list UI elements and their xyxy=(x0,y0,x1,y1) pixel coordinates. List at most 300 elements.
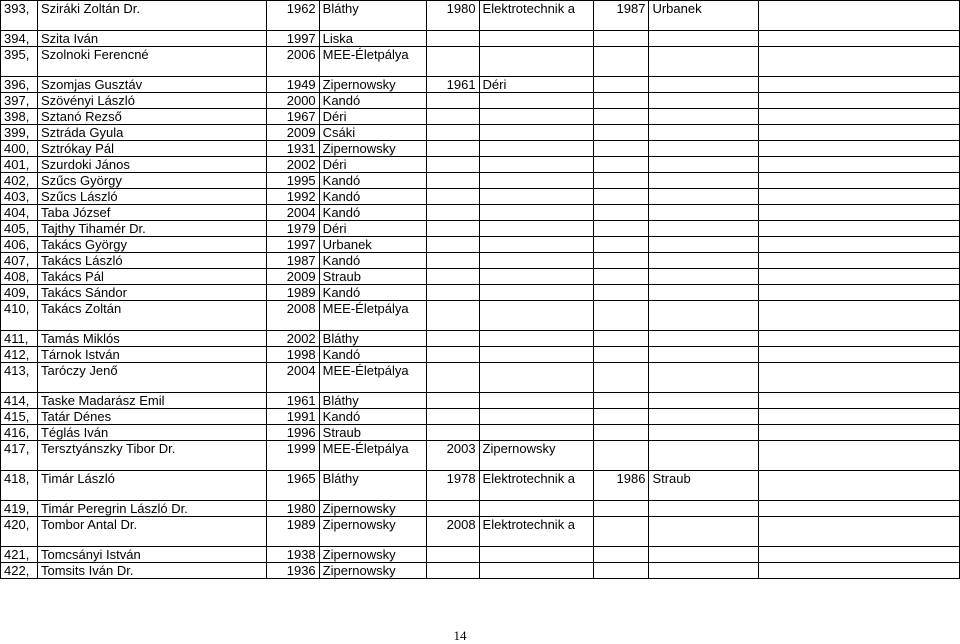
empty-cell xyxy=(759,409,960,425)
table-row xyxy=(1,301,960,331)
name-cell: Timár László xyxy=(37,471,266,501)
year1-cell: 1991 xyxy=(266,409,319,425)
row-number-cell: 394, xyxy=(1,31,38,47)
year1-cell: 1965 xyxy=(266,471,319,501)
empty-cell xyxy=(759,563,960,579)
table-row xyxy=(1,205,960,221)
prize2-cell xyxy=(479,393,594,409)
prize2-cell: Déri xyxy=(479,77,594,93)
prize1-cell: Déri xyxy=(319,157,426,173)
table-row xyxy=(1,517,960,547)
prize3-cell xyxy=(649,125,759,141)
prize1-cell: Zipernowsky xyxy=(319,547,426,563)
prize3-cell xyxy=(649,77,759,93)
prize2-cell: Elektrotechnik a xyxy=(479,471,594,501)
name-cell: Tárnok István xyxy=(37,347,266,363)
empty-cell xyxy=(759,517,960,547)
prize3-cell xyxy=(649,157,759,173)
name-cell: Sziráki Zoltán Dr. xyxy=(37,1,266,31)
prize2-cell: Zipernowsky xyxy=(479,441,594,471)
name-cell: Szövényi László xyxy=(37,93,266,109)
prize1-cell: Zipernowsky xyxy=(319,141,426,157)
row-number-cell: 403, xyxy=(1,189,38,205)
prize1-cell: Csáki xyxy=(319,125,426,141)
prize2-cell xyxy=(479,47,594,77)
year3-cell xyxy=(594,253,649,269)
year1-cell: 2004 xyxy=(266,363,319,393)
empty-cell xyxy=(759,157,960,173)
prize3-cell xyxy=(649,189,759,205)
table-row xyxy=(1,409,960,425)
year3-cell xyxy=(594,221,649,237)
prize3-cell xyxy=(649,409,759,425)
prize3-cell xyxy=(649,547,759,563)
prize3-cell: Straub xyxy=(649,471,759,501)
table-row xyxy=(1,285,960,301)
table-row xyxy=(1,253,960,269)
name-cell: Szurdoki János xyxy=(37,157,266,173)
empty-cell xyxy=(759,173,960,189)
table-row xyxy=(1,109,960,125)
row-number-cell: 414, xyxy=(1,393,38,409)
year2-cell xyxy=(426,205,479,221)
empty-cell xyxy=(759,471,960,501)
year2-cell xyxy=(426,125,479,141)
year1-cell: 1997 xyxy=(266,237,319,253)
year3-cell xyxy=(594,501,649,517)
prize3-cell xyxy=(649,331,759,347)
name-cell: Tajthy Tihamér Dr. xyxy=(37,221,266,237)
empty-cell xyxy=(759,253,960,269)
name-cell: Takács György xyxy=(37,237,266,253)
table-row xyxy=(1,77,960,93)
name-cell: Takács Pál xyxy=(37,269,266,285)
prize1-cell: Zipernowsky xyxy=(319,563,426,579)
prize1-cell: MEE-Életpálya xyxy=(319,363,426,393)
year1-cell: 1989 xyxy=(266,285,319,301)
year2-cell xyxy=(426,393,479,409)
prize2-cell xyxy=(479,157,594,173)
year2-cell xyxy=(426,237,479,253)
year2-cell xyxy=(426,93,479,109)
name-cell: Szűcs László xyxy=(37,189,266,205)
year3-cell xyxy=(594,77,649,93)
year3-cell: 1987 xyxy=(594,1,649,31)
prize3-cell xyxy=(649,141,759,157)
table-row xyxy=(1,1,960,31)
year1-cell: 2009 xyxy=(266,125,319,141)
name-cell: Tersztyánszky Tibor Dr. xyxy=(37,441,266,471)
year3-cell xyxy=(594,563,649,579)
year2-cell xyxy=(426,47,479,77)
prize2-cell xyxy=(479,221,594,237)
year1-cell: 1999 xyxy=(266,441,319,471)
prize1-cell: MEE-Életpálya xyxy=(319,47,426,77)
year1-cell: 1961 xyxy=(266,393,319,409)
year3-cell xyxy=(594,109,649,125)
empty-cell xyxy=(759,237,960,253)
year3-cell xyxy=(594,47,649,77)
prize1-cell: Kandó xyxy=(319,347,426,363)
prize1-cell: Kandó xyxy=(319,93,426,109)
prize2-cell xyxy=(479,253,594,269)
row-number-cell: 404, xyxy=(1,205,38,221)
year2-cell: 2003 xyxy=(426,441,479,471)
empty-cell xyxy=(759,547,960,563)
year2-cell xyxy=(426,173,479,189)
prize3-cell xyxy=(649,285,759,301)
year1-cell: 1931 xyxy=(266,141,319,157)
year1-cell: 1979 xyxy=(266,221,319,237)
year3-cell xyxy=(594,409,649,425)
empty-cell xyxy=(759,205,960,221)
row-number-cell: 412, xyxy=(1,347,38,363)
row-number-cell: 415, xyxy=(1,409,38,425)
prize3-cell xyxy=(649,347,759,363)
table-row xyxy=(1,157,960,173)
prize2-cell xyxy=(479,425,594,441)
row-number-cell: 401, xyxy=(1,157,38,173)
prize3-cell xyxy=(649,517,759,547)
prize1-cell: Kandó xyxy=(319,173,426,189)
table-row xyxy=(1,237,960,253)
empty-cell xyxy=(759,189,960,205)
prize1-cell: Kandó xyxy=(319,189,426,205)
prize3-cell xyxy=(649,563,759,579)
name-cell: Tomsits Iván Dr. xyxy=(37,563,266,579)
year1-cell: 1980 xyxy=(266,501,319,517)
prize2-cell xyxy=(479,31,594,47)
prize3-cell xyxy=(649,441,759,471)
table-row xyxy=(1,31,960,47)
prize3-cell xyxy=(649,237,759,253)
year3-cell xyxy=(594,425,649,441)
prize1-cell: Kandó xyxy=(319,205,426,221)
year1-cell: 1992 xyxy=(266,189,319,205)
year1-cell: 1996 xyxy=(266,425,319,441)
year1-cell: 2000 xyxy=(266,93,319,109)
empty-cell xyxy=(759,301,960,331)
row-number-cell: 400, xyxy=(1,141,38,157)
year2-cell: 1978 xyxy=(426,471,479,501)
year2-cell xyxy=(426,221,479,237)
empty-cell xyxy=(759,125,960,141)
name-cell: Tomcsányi István xyxy=(37,547,266,563)
year2-cell xyxy=(426,409,479,425)
year1-cell: 1998 xyxy=(266,347,319,363)
year3-cell xyxy=(594,237,649,253)
table-row xyxy=(1,331,960,347)
table-row xyxy=(1,347,960,363)
empty-cell xyxy=(759,109,960,125)
table-row xyxy=(1,425,960,441)
year3-cell xyxy=(594,205,649,221)
prize2-cell xyxy=(479,563,594,579)
year2-cell xyxy=(426,109,479,125)
prize1-cell: Déri xyxy=(319,221,426,237)
year1-cell: 1949 xyxy=(266,77,319,93)
empty-cell xyxy=(759,31,960,47)
row-number-cell: 397, xyxy=(1,93,38,109)
year3-cell xyxy=(594,285,649,301)
year1-cell: 1938 xyxy=(266,547,319,563)
empty-cell xyxy=(759,285,960,301)
name-cell: Téglás Iván xyxy=(37,425,266,441)
year2-cell xyxy=(426,31,479,47)
empty-cell xyxy=(759,347,960,363)
year3-cell xyxy=(594,269,649,285)
year2-cell xyxy=(426,253,479,269)
empty-cell xyxy=(759,93,960,109)
prize2-cell xyxy=(479,173,594,189)
row-number-cell: 411, xyxy=(1,331,38,347)
row-number-cell: 399, xyxy=(1,125,38,141)
empty-cell xyxy=(759,331,960,347)
prize2-cell xyxy=(479,301,594,331)
name-cell: Szomjas Gusztáv xyxy=(37,77,266,93)
name-cell: Sztanó Rezső xyxy=(37,109,266,125)
year3-cell: 1986 xyxy=(594,471,649,501)
year2-cell: 1980 xyxy=(426,1,479,31)
year3-cell xyxy=(594,31,649,47)
table-row xyxy=(1,173,960,189)
prize2-cell xyxy=(479,189,594,205)
year1-cell: 1962 xyxy=(266,1,319,31)
year1-cell: 1995 xyxy=(266,173,319,189)
prize1-cell: Bláthy xyxy=(319,331,426,347)
table-body xyxy=(1,1,960,579)
name-cell: Taba József xyxy=(37,205,266,221)
prize1-cell: Urbanek xyxy=(319,237,426,253)
name-cell: Tamás Miklós xyxy=(37,331,266,347)
year2-cell: 1961 xyxy=(426,77,479,93)
name-cell: Tatár Dénes xyxy=(37,409,266,425)
table-row xyxy=(1,189,960,205)
year3-cell xyxy=(594,157,649,173)
empty-cell xyxy=(759,77,960,93)
row-number-cell: 398, xyxy=(1,109,38,125)
row-number-cell: 406, xyxy=(1,237,38,253)
table-row xyxy=(1,47,960,77)
prize1-cell: Kandó xyxy=(319,409,426,425)
prize3-cell xyxy=(649,221,759,237)
prize1-cell: Bláthy xyxy=(319,393,426,409)
prize1-cell: Kandó xyxy=(319,253,426,269)
year1-cell: 2006 xyxy=(266,47,319,77)
year3-cell xyxy=(594,547,649,563)
prize2-cell xyxy=(479,93,594,109)
row-number-cell: 418, xyxy=(1,471,38,501)
year2-cell xyxy=(426,301,479,331)
year2-cell xyxy=(426,547,479,563)
name-cell: Tombor Antal Dr. xyxy=(37,517,266,547)
prize1-cell: MEE-Életpálya xyxy=(319,441,426,471)
year3-cell xyxy=(594,173,649,189)
prize1-cell: Liska xyxy=(319,31,426,47)
row-number-cell: 409, xyxy=(1,285,38,301)
year1-cell: 1989 xyxy=(266,517,319,547)
table-row xyxy=(1,471,960,501)
row-number-cell: 421, xyxy=(1,547,38,563)
prize3-cell xyxy=(649,363,759,393)
year3-cell xyxy=(594,125,649,141)
year2-cell xyxy=(426,189,479,205)
year2-cell xyxy=(426,363,479,393)
year1-cell: 1967 xyxy=(266,109,319,125)
prize1-cell: Zipernowsky xyxy=(319,517,426,547)
year3-cell xyxy=(594,189,649,205)
table-row xyxy=(1,393,960,409)
row-number-cell: 393, xyxy=(1,1,38,31)
prize2-cell xyxy=(479,269,594,285)
prize3-cell xyxy=(649,109,759,125)
year2-cell xyxy=(426,269,479,285)
prize3-cell xyxy=(649,393,759,409)
prize3-cell xyxy=(649,501,759,517)
name-cell: Szita Iván xyxy=(37,31,266,47)
row-number-cell: 417, xyxy=(1,441,38,471)
year2-cell xyxy=(426,563,479,579)
name-cell: Takács Sándor xyxy=(37,285,266,301)
name-cell: Taske Madarász Emil xyxy=(37,393,266,409)
page-number: 14 xyxy=(453,628,467,643)
prize1-cell: Bláthy xyxy=(319,471,426,501)
row-number-cell: 408, xyxy=(1,269,38,285)
year2-cell xyxy=(426,501,479,517)
year1-cell: 1997 xyxy=(266,31,319,47)
empty-cell xyxy=(759,363,960,393)
prize2-cell xyxy=(479,547,594,563)
prize1-cell: Déri xyxy=(319,109,426,125)
row-number-cell: 407, xyxy=(1,253,38,269)
prize3-cell xyxy=(649,93,759,109)
table-row xyxy=(1,141,960,157)
prize1-cell: MEE-Életpálya xyxy=(319,301,426,331)
prize3-cell xyxy=(649,425,759,441)
year3-cell xyxy=(594,331,649,347)
table-row xyxy=(1,125,960,141)
prize2-cell xyxy=(479,409,594,425)
row-number-cell: 396, xyxy=(1,77,38,93)
table-row xyxy=(1,363,960,393)
row-number-cell: 395, xyxy=(1,47,38,77)
table-row xyxy=(1,547,960,563)
row-number-cell: 402, xyxy=(1,173,38,189)
year1-cell: 1936 xyxy=(266,563,319,579)
prize1-cell: Zipernowsky xyxy=(319,77,426,93)
year1-cell: 2004 xyxy=(266,205,319,221)
row-number-cell: 405, xyxy=(1,221,38,237)
prize1-cell: Zipernowsky xyxy=(319,501,426,517)
prize1-cell: Kandó xyxy=(319,285,426,301)
table-row xyxy=(1,501,960,517)
table-row xyxy=(1,221,960,237)
year3-cell xyxy=(594,347,649,363)
table-row xyxy=(1,563,960,579)
year2-cell xyxy=(426,425,479,441)
prize3-cell xyxy=(649,253,759,269)
year3-cell xyxy=(594,301,649,331)
row-number-cell: 413, xyxy=(1,363,38,393)
name-cell: Szűcs György xyxy=(37,173,266,189)
row-number-cell: 410, xyxy=(1,301,38,331)
prize2-cell xyxy=(479,109,594,125)
prize1-cell: Straub xyxy=(319,269,426,285)
prize3-cell xyxy=(649,301,759,331)
name-cell: Takács László xyxy=(37,253,266,269)
year3-cell xyxy=(594,517,649,547)
year2-cell xyxy=(426,141,479,157)
name-cell: Taróczy Jenő xyxy=(37,363,266,393)
prize2-cell xyxy=(479,285,594,301)
year3-cell xyxy=(594,393,649,409)
year3-cell xyxy=(594,441,649,471)
empty-cell xyxy=(759,141,960,157)
prize2-cell xyxy=(479,331,594,347)
year2-cell xyxy=(426,347,479,363)
prize3-cell xyxy=(649,269,759,285)
empty-cell xyxy=(759,269,960,285)
year3-cell xyxy=(594,141,649,157)
prize2-cell: Elektrotechnik a xyxy=(479,1,594,31)
table-row xyxy=(1,441,960,471)
row-number-cell: 422, xyxy=(1,563,38,579)
empty-cell xyxy=(759,393,960,409)
name-cell: Sztrókay Pál xyxy=(37,141,266,157)
prize1-cell: Straub xyxy=(319,425,426,441)
prize3-cell xyxy=(649,205,759,221)
year1-cell: 2002 xyxy=(266,157,319,173)
row-number-cell: 416, xyxy=(1,425,38,441)
empty-cell xyxy=(759,1,960,31)
prize2-cell xyxy=(479,501,594,517)
name-cell: Szolnoki Ferencné xyxy=(37,47,266,77)
empty-cell xyxy=(759,425,960,441)
prize3-cell xyxy=(649,31,759,47)
table-row xyxy=(1,269,960,285)
name-cell: Sztráda Gyula xyxy=(37,125,266,141)
row-number-cell: 420, xyxy=(1,517,38,547)
year3-cell xyxy=(594,93,649,109)
year3-cell xyxy=(594,363,649,393)
year1-cell: 2002 xyxy=(266,331,319,347)
year2-cell xyxy=(426,331,479,347)
empty-cell xyxy=(759,501,960,517)
year2-cell xyxy=(426,157,479,173)
prize2-cell xyxy=(479,347,594,363)
year2-cell xyxy=(426,285,479,301)
prize2-cell xyxy=(479,141,594,157)
prize2-cell xyxy=(479,363,594,393)
year1-cell: 2009 xyxy=(266,269,319,285)
year2-cell: 2008 xyxy=(426,517,479,547)
table-row xyxy=(1,93,960,109)
year1-cell: 1987 xyxy=(266,253,319,269)
row-number-cell: 419, xyxy=(1,501,38,517)
name-cell: Timár Peregrin László Dr. xyxy=(37,501,266,517)
prize2-cell xyxy=(479,205,594,221)
prize2-cell: Elektrotechnik a xyxy=(479,517,594,547)
empty-cell xyxy=(759,441,960,471)
prize3-cell: Urbanek xyxy=(649,1,759,31)
prize3-cell xyxy=(649,173,759,189)
prize1-cell: Bláthy xyxy=(319,1,426,31)
prize2-cell xyxy=(479,125,594,141)
empty-cell xyxy=(759,221,960,237)
prize3-cell xyxy=(649,47,759,77)
empty-cell xyxy=(759,47,960,77)
prize2-cell xyxy=(479,237,594,253)
